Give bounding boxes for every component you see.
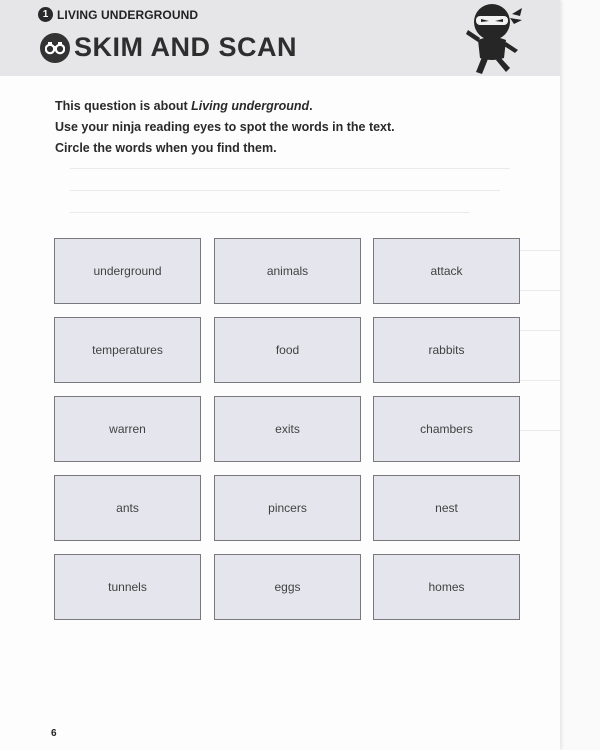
page-number: 6: [51, 728, 57, 739]
word-card[interactable]: ants: [54, 475, 201, 541]
instruction-line-3: Circle the words when you find them.: [55, 141, 277, 155]
section-title: SKIM AND SCAN: [74, 32, 298, 62]
word-card[interactable]: eggs: [214, 554, 361, 620]
word-card[interactable]: animals: [214, 238, 361, 304]
word-card[interactable]: exits: [214, 396, 361, 462]
unit-number-badge: 1: [38, 7, 53, 22]
section-heading: [40, 32, 297, 63]
word-card[interactable]: nest: [373, 475, 520, 541]
word-card[interactable]: tunnels: [54, 554, 201, 620]
instruction-line-1: This question is about Living underground.: [55, 99, 313, 113]
word-card[interactable]: underground: [54, 238, 201, 304]
word-card[interactable]: warren: [54, 396, 201, 462]
topic-title: Living underground: [191, 99, 310, 113]
word-card[interactable]: rabbits: [373, 317, 520, 383]
word-card[interactable]: food: [214, 317, 361, 383]
word-card[interactable]: pincers: [214, 475, 361, 541]
unit-title: LIVING UNDERGROUND: [57, 7, 199, 22]
word-card[interactable]: attack: [373, 238, 520, 304]
word-card[interactable]: temperatures: [54, 317, 201, 383]
word-card[interactable]: homes: [373, 554, 520, 620]
instruction-line-2: Use your ninja reading eyes to spot the words in the text.: [55, 120, 395, 134]
word-card[interactable]: chambers: [373, 396, 520, 462]
ninja-mascot-icon: [460, 0, 524, 81]
binoculars-icon: [40, 33, 70, 63]
unit-label: [38, 7, 198, 22]
instructions: [55, 96, 395, 159]
